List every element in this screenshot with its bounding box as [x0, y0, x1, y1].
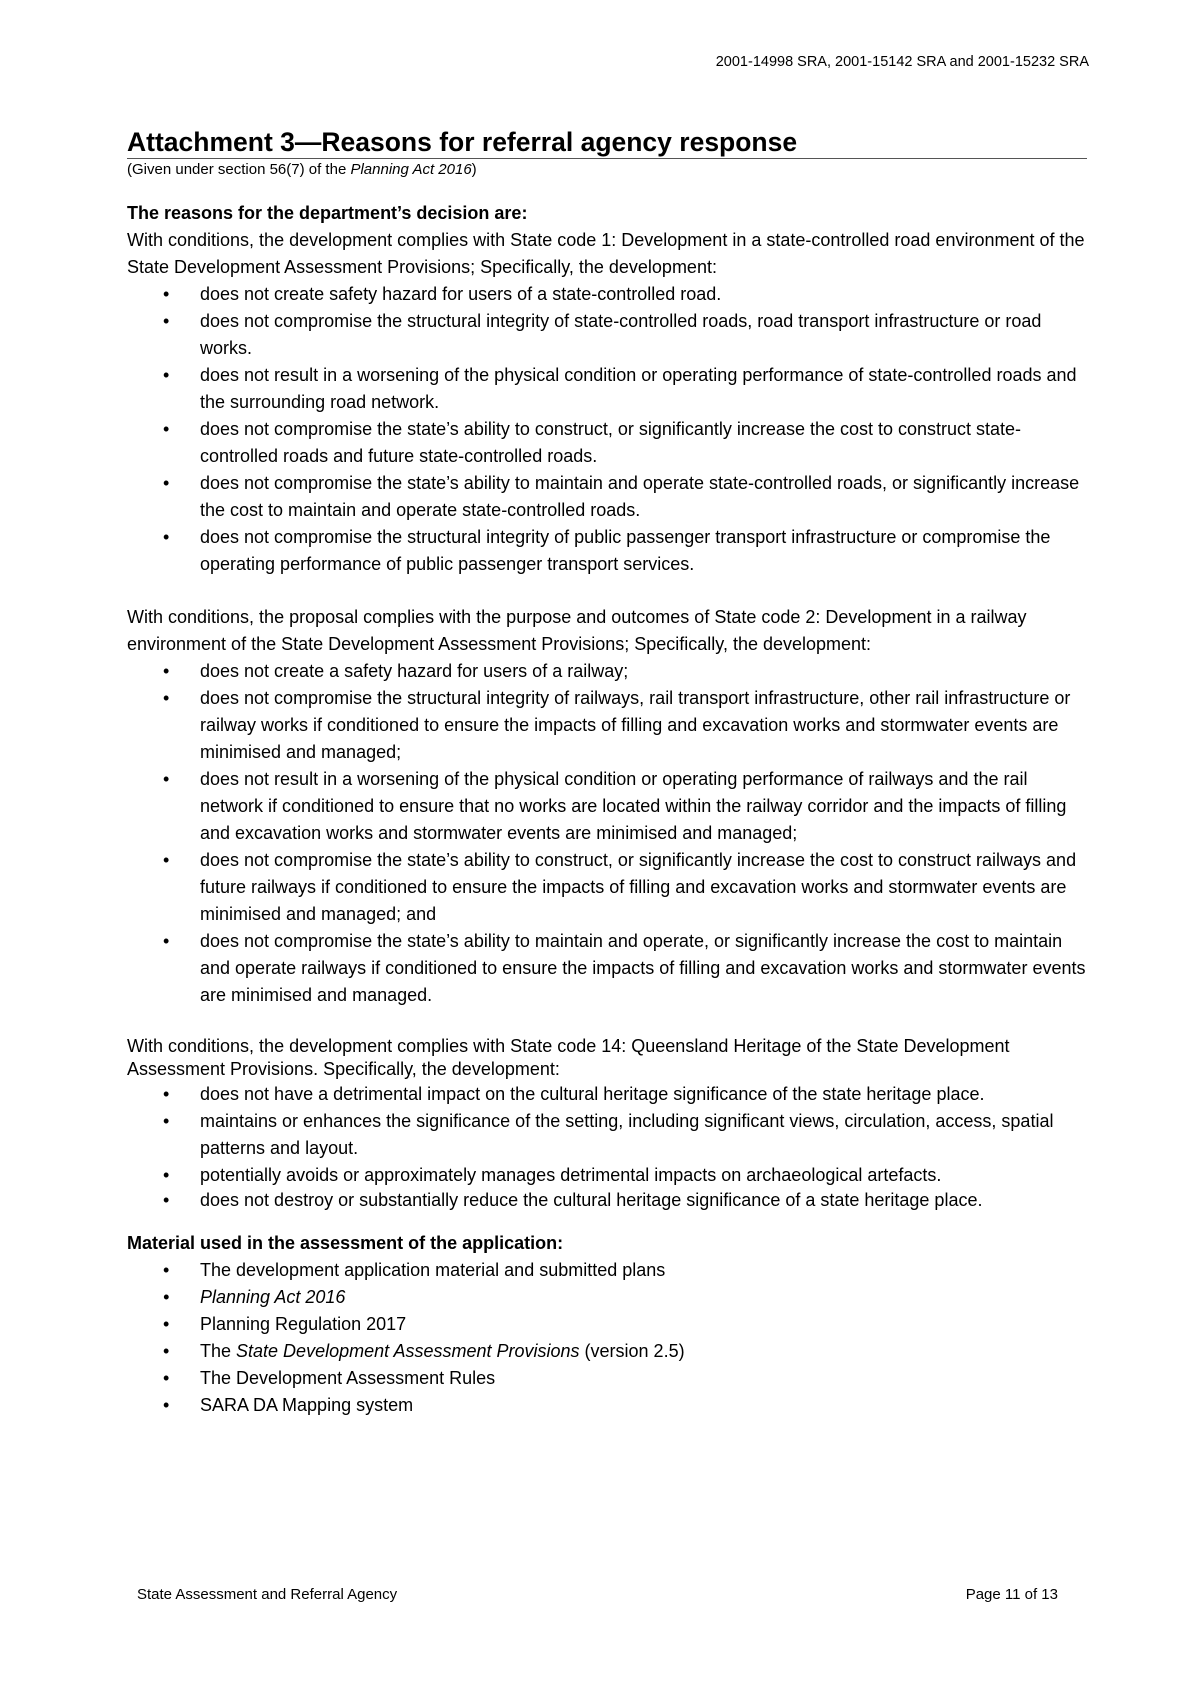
- list-item: • does not create safety hazard for users of a state-controlled road.: [127, 281, 1087, 308]
- list-item: • does not compromise the structural integrity of state-controlled roads, road transport infrastructure or road works.: [127, 308, 1087, 362]
- subtitle-prefix: (Given under section 56(7) of the: [127, 161, 351, 178]
- page-subtitle: [127, 160, 1087, 180]
- list-item: • does not compromise the state’s ability to maintain and operate state-controlled roads, or significantly increase the cost to maintain and operate state-controlled roads.: [127, 470, 1087, 524]
- list-item: • Planning Act 2016: [127, 1284, 1087, 1311]
- code2-intro: With conditions, the proposal complies with the purpose and outcomes of State code 2: Development in a railway environment of the State Development Assessment Provisions; Specifically, the development:: [127, 607, 1027, 654]
- material-heading: Material used in the assessment of the application:: [127, 1233, 564, 1253]
- list-item: [127, 1338, 1087, 1365]
- reasons-heading: The reasons for the department’s decision are:: [127, 203, 528, 223]
- footer-page-number: Page 11 of 13: [965, 1586, 1058, 1603]
- list-item: • SARA DA Mapping system: [127, 1392, 1087, 1419]
- list-item: • does not result in a worsening of the physical condition or operating performance of railways and the rail network if conditioned to ensure that no works are located within the railway corridor and the impacts of filling and excavation works and stormwater events are minimised and managed;: [127, 766, 1087, 847]
- material-item4-suffix: (version 2.5): [579, 1341, 685, 1361]
- code2-bullet-list: [127, 658, 1087, 1009]
- code14-intro: With conditions, the development complies with State code 14: Queensland Heritage of the State Development Assessment Provisions. Specifically, the development:: [127, 1036, 1010, 1079]
- footer-agency: State Assessment and Referral Agency: [137, 1586, 398, 1603]
- list-item: • does not result in a worsening of the physical condition or operating performance of state-controlled roads and the surrounding road network.: [127, 362, 1087, 416]
- list-item: • does not compromise the state’s ability to construct, or significantly increase the cost to construct state-controlled roads and future state-controlled roads.: [127, 416, 1087, 470]
- material-item4-prefix: The: [200, 1341, 237, 1361]
- list-item: • Planning Regulation 2017: [127, 1311, 1087, 1338]
- document-body: [127, 126, 1087, 1419]
- code1-bullet-list: [127, 281, 1087, 578]
- list-item: • does not compromise the structural integrity of public passenger transport infrastructure or compromise the operating performance of public passenger transport services.: [127, 524, 1087, 578]
- list-item: • does not compromise the structural integrity of railways, rail transport infrastructure, other rail infrastructure or railway works if conditioned to ensure the impacts of filling and excavation works and stormwater events are minimised and managed;: [127, 685, 1087, 766]
- list-item: • maintains or enhances the significance of the setting, including significant views, circulation, access, spatial patterns and layout.: [127, 1108, 1087, 1162]
- list-item: • does not compromise the state’s ability to construct, or significantly increase the cost to construct railways and future railways if conditioned to ensure the impacts of filling and excavation works and stormwater events are minimised and managed; and: [127, 847, 1087, 928]
- page-title: Attachment 3—Reasons for referral agency response: [127, 126, 1087, 159]
- list-item: • does not have a detrimental impact on the cultural heritage significance of the state heritage place.: [127, 1081, 1087, 1108]
- header-reference: 2001-14998 SRA, 2001-15142 SRA and 2001-15232 SRA: [715, 54, 1089, 70]
- list-item: • potentially avoids or approximately manages detrimental impacts on archaeological artefacts.: [127, 1162, 1087, 1189]
- list-item: • The Development Assessment Rules: [127, 1365, 1087, 1392]
- subtitle-act: Planning Act 2016: [350, 161, 472, 178]
- code1-intro: With conditions, the development complies with State code 1: Development in a state-controlled road environment of the State Development Assessment Provisions; Specifically, the development:: [127, 230, 1085, 277]
- list-item: • does not destroy or substantially reduce the cultural heritage significance of a state heritage place.: [127, 1189, 1087, 1212]
- material-list: [127, 1257, 1087, 1419]
- list-item: • The development application material and submitted plans: [127, 1257, 1087, 1284]
- material-item4-title: State Development Assessment Provisions: [236, 1341, 580, 1361]
- list-item: • does not compromise the state’s ability to maintain and operate, or significantly increase the cost to maintain and operate railways if conditioned to ensure the impacts of filling and excavation works and stormwater events are minimised and managed.: [127, 928, 1087, 1009]
- code14-bullet-list: [127, 1081, 1087, 1212]
- list-item: • does not create a safety hazard for users of a railway;: [127, 658, 1087, 685]
- subtitle-suffix: ): [471, 161, 477, 178]
